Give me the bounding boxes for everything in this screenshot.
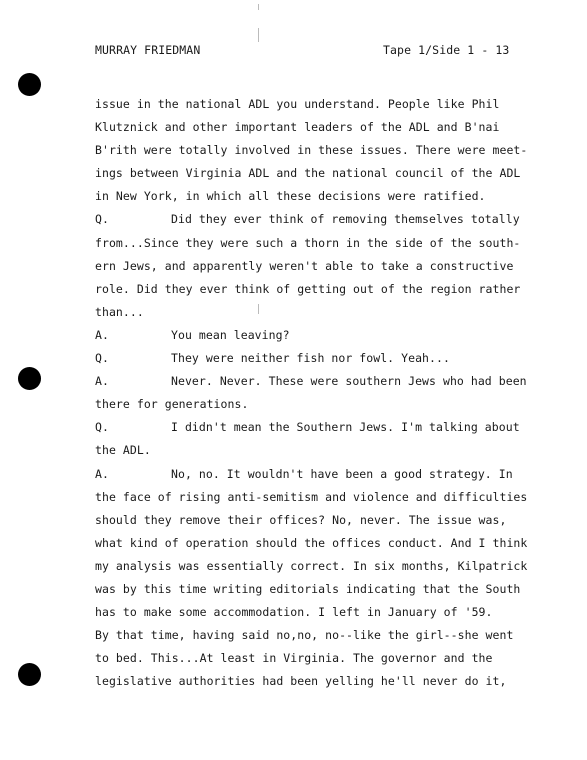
line-text: than...: [95, 304, 144, 319]
tape-page-reference: Tape 1/Side 1 - 13: [383, 43, 510, 57]
transcript-line: [95, 532, 535, 555]
speaker-label: A.: [95, 374, 109, 389]
scan-artifact: [258, 28, 259, 42]
transcript-line: [95, 670, 535, 693]
transcript-line: [95, 416, 535, 439]
line-text: B'rith were totally involved in these issues. There were meet-: [95, 143, 528, 158]
line-text: has to make some accommodation. I left in January of '59.: [95, 605, 493, 620]
line-text: ings between Virginia ADL and the national council of the ADL: [95, 166, 521, 181]
transcript-line: [95, 624, 535, 647]
line-text: what kind of operation should the offices conduct. And I think: [95, 535, 528, 550]
line-text: issue in the national ADL you understand. People like Phil: [95, 97, 500, 111]
line-text: in New York, in which all these decisions were ratified.: [95, 189, 486, 204]
line-text: from...Since they were such a thorn in the side of the south-: [95, 235, 521, 250]
line-text: role. Did they ever think of getting out of the region rather: [95, 281, 521, 296]
transcript-line: [95, 278, 535, 301]
interviewee-name: MURRAY FRIEDMAN: [95, 43, 201, 57]
transcript-line: [95, 185, 535, 208]
transcript-line: [95, 439, 535, 462]
transcript-line: [95, 370, 535, 393]
line-text: They were neither fish nor fowl. Yeah...: [171, 351, 450, 366]
transcript-line: [95, 93, 535, 116]
transcript-line: [95, 463, 535, 486]
transcript-line: [95, 116, 535, 139]
transcript-line: [95, 555, 535, 578]
transcript-line: [95, 347, 535, 370]
line-text: was by this time writing editorials indicating that the South: [95, 581, 521, 596]
transcript-line: [95, 393, 535, 416]
transcript-line: [95, 301, 535, 324]
transcript-line: [95, 162, 535, 185]
speaker-label: A.: [95, 466, 109, 481]
line-text: You mean leaving?: [171, 327, 290, 342]
transcript-line: [95, 139, 535, 162]
line-text: Klutznick and other important leaders of the ADL and B'nai: [95, 120, 500, 135]
speaker-label: Q.: [95, 212, 109, 227]
speaker-label: Q.: [95, 420, 109, 435]
line-text: Never. Never. These were southern Jews who had been: [171, 374, 527, 389]
line-text: there for generations.: [95, 397, 249, 412]
transcript-line: [95, 509, 535, 532]
line-text: ern Jews, and apparently weren't able to take a constructive: [95, 258, 514, 273]
transcript-line: [95, 208, 535, 231]
transcript-line: [95, 324, 535, 347]
line-text: Did they ever think of removing themselves totally: [171, 212, 520, 227]
transcript-line: [95, 255, 535, 278]
binder-hole-top: [18, 73, 41, 96]
line-text: my analysis was essentially correct. In six months, Kilpatrick: [95, 558, 528, 573]
transcript-line: [95, 232, 535, 255]
binder-hole-bottom: [18, 663, 41, 686]
transcript-line: [95, 647, 535, 670]
line-text: should they remove their offices? No, never. The issue was,: [95, 512, 507, 527]
line-text: to bed. This...At least in Virginia. The governor and the: [95, 651, 493, 666]
line-text: the face of rising anti-semitism and violence and difficulties: [95, 489, 528, 504]
line-text: the ADL.: [95, 443, 151, 458]
line-text: I didn't mean the Southern Jews. I'm talking about: [171, 420, 520, 435]
speaker-label: Q.: [95, 351, 109, 366]
line-text: No, no. It wouldn't have been a good strategy. In: [171, 466, 513, 481]
scan-artifact: [258, 4, 259, 10]
transcript-line: [95, 486, 535, 509]
binder-hole-middle: [18, 367, 41, 390]
transcript-body: [95, 93, 535, 693]
line-text: By that time, having said no,no, no--like the girl--she went: [95, 628, 514, 643]
transcript-line: [95, 601, 535, 624]
speaker-label: A.: [95, 327, 109, 342]
transcript-line: [95, 578, 535, 601]
line-text: legislative authorities had been yelling he'll never do it,: [95, 674, 507, 689]
